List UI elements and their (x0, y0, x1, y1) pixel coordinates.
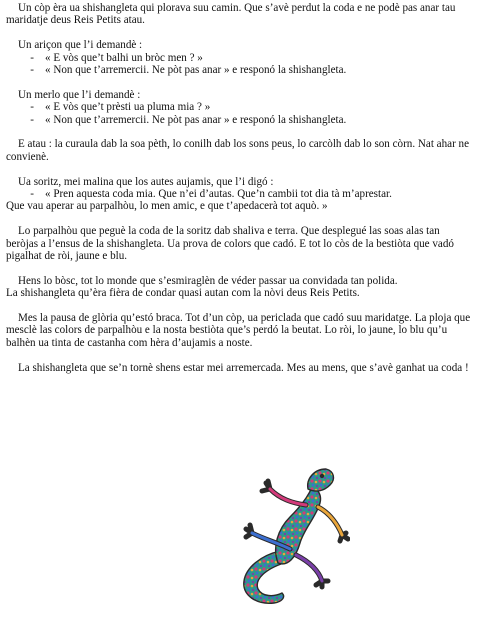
paragraph-forest: Hens lo bòsc, tot lo monde que s’esmiraglèn de véder passar ua convidada tan polida. (18, 274, 398, 287)
dialogue-text: « E vòs que’t prèsti ua pluma mia ? » (45, 101, 211, 114)
paragraph-intro: Un còp èra ua shishangleta qui plorava suu camin. Que s’avè perdut la coda e ne podè pas anar tau maridatje deus Reis Petits atau. (6, 2, 456, 27)
dialogue-text: « Non que t’arremercii. Ne pòt pas anar » e responó la shishangleta. (45, 64, 347, 77)
dialogue-text: « Pren aquesta coda mia. Que n’ei d’autas. Que’n cambii tot dia tà m’aprestar. (45, 188, 392, 201)
paragraph-others: E atau : la curaula dab la soa pèth, lo conilh dab los sons peus, lo carcòlh dab lo son còrn. Nat ahar ne convienè. (6, 138, 470, 163)
paragraph-forest-second-line: La shishangleta qu’èra fièra de condar quasi autan com la nòvi deus Reis Petits. (6, 287, 360, 300)
dialogue-continuation: Que vau aperar au parpalhòu, lo men amic, e que t’apedacerà tot aquò. » (6, 200, 328, 213)
dialogue-line (6, 188, 474, 200)
list-dash: - (30, 51, 34, 64)
dialogue-text: « E vòs que’t balhi un bròc men ? » (45, 51, 203, 64)
paragraph-mouse-intro: Ua soritz, mei malina que los autes aujamis, que l’i digó : (18, 175, 274, 188)
paragraph-rain: Mes la pausa de glòria qu’estó braca. Tot d’un còp, ua periclada que cadó suu maridatge. La ploja que mesclè las colors de parpalhòu e la nosta bestiòta que’s perdó la beutat. Lo ròi, lo jaune, lo blu qu’u balhèn ua tinta de castanha com hèra d’aujamis a noste. (6, 312, 471, 349)
list-dash: - (30, 113, 34, 126)
colorful-mosaic-lizard-icon (222, 463, 350, 611)
paragraph-butterfly: Lo parpalhòu que peguè la coda de la soritz dab shaliva e terra. Que desplegué las soas alas tan beròjas a l’ensus de la shishangleta. Ua prova de colors que cadó. E tot lo còs de la bestiòta que vadó pigalhat de ròi, jaune e blu. (6, 225, 454, 263)
list-dash: - (30, 101, 34, 114)
dialogue-line (6, 52, 474, 64)
paragraph-blackbird-intro: Un merlo que l’i demandè : (18, 88, 141, 101)
document-body (6, 2, 474, 374)
dialogue-line (6, 101, 474, 113)
dialogue-line (6, 114, 474, 126)
list-dash: - (30, 188, 34, 201)
dialogue-text: « Non que t’arremercii. Ne pòt pas anar » e responó la shishangleta. (45, 113, 347, 126)
dialogue-line (6, 64, 474, 76)
paragraph-hedgehog-intro: Un ariçon que l’i demandè : (18, 39, 143, 52)
list-dash: - (30, 64, 34, 77)
paragraph-ending: La shishangleta que se’n tornè shens estar mei arremercada. Mes au mens, que s’avè ganhat ua coda ! (18, 361, 469, 374)
